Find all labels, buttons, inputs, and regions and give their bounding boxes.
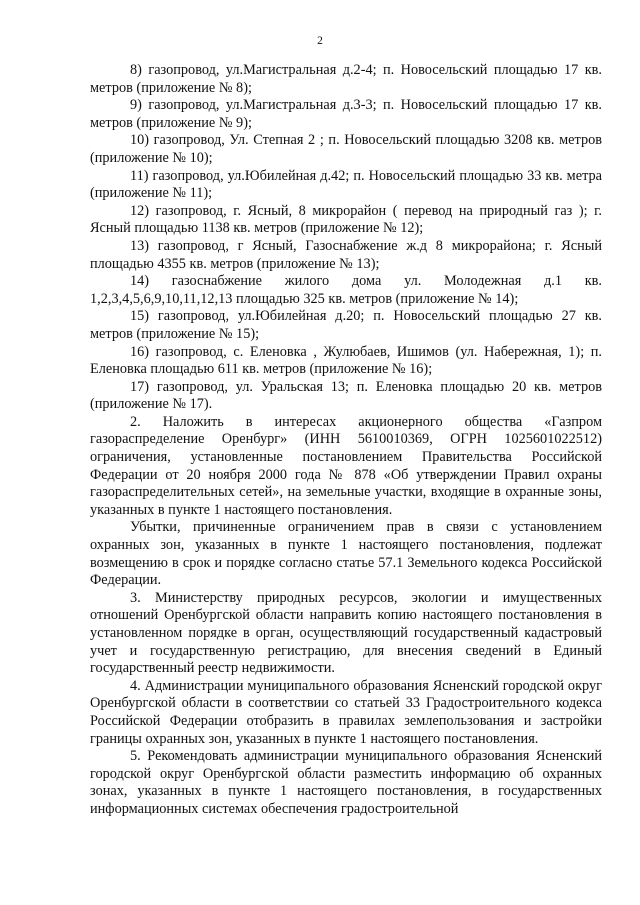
list-item-13: 13) газопровод, г Ясный, Газоснабжение ж.д 8 микрорайона; г. Ясный площадью 4355 кв. метров (приложение № 13); bbox=[90, 237, 602, 272]
clause-2: 2. Наложить в интересах акционерного общества «Газпром газораспределение Оренбург» (ИНН 5610010369, ОГРН 1025601022512) ограничения, установленные постановлением Правительства Российской Федерации от 20 ноября 2000 года № 878 «Об утверждении Правил охраны газораспределительных сетей», на земельные участки, входящие в охранные зоны, указанных в пункте 1 настоящего постановления. bbox=[90, 413, 602, 518]
page-number: 2 bbox=[317, 35, 323, 47]
list-item-9: 9) газопровод, ул.Магистральная д.3-3; п. Новосельский площадью 17 кв. метров (приложение № 9); bbox=[90, 97, 602, 131]
clause-4: 4. Администрации муниципального образования Ясненский городской округ Оренбургской области в соответствии со статьей 33 Градостроительного кодекса Российской Федерации отобразить в правилах землепользования и застройки границы охранных зон, указанных в пункте 1 настоящего постановления. bbox=[90, 677, 602, 747]
list-item-10: 10) газопровод, Ул. Степная 2 ; п. Новосельский площадью 3208 кв. метров (приложение № 10); bbox=[90, 132, 602, 166]
list-item-8: 8) газопровод, ул.Магистральная д.2-4; п. Новосельский площадью 17 кв. метров (приложение № 8); bbox=[90, 62, 602, 96]
list-item-14: 14) газоснабжение жилого дома ул. Молодежная д.1 кв. 1,2,3,4,5,6,9,10,11,12,13 площадью 325 кв. метров (приложение № 14); bbox=[90, 273, 602, 307]
list-item-11: 11) газопровод, ул.Юбилейная д.42; п. Новосельский площадью 33 кв. метра (приложение № 11); bbox=[90, 167, 602, 202]
list-item-17: 17) газопровод, ул. Уральская 13; п. Еленовка площадью 20 кв. метров (приложение № 17). bbox=[90, 378, 602, 413]
list-item-16: 16) газопровод, с. Еленовка , Жулюбаев, Ишимов (ул. Набережная, 1); п. Еленовка площадью 611 кв. метров (приложение № 16); bbox=[90, 343, 602, 378]
list-item-15: 15) газопровод, ул.Юбилейная д.20; п. Новосельский площадью 27 кв. метров (приложение № 15); bbox=[90, 308, 602, 342]
clause-5: 5. Рекомендовать администрации муниципального образования Ясненский городской округ Оренбургской области разместить информацию об охранных зонах, указанных в пункте 1 настоящего постановления, в государственных информационных системах обеспечения градостроительной bbox=[90, 748, 602, 817]
clause-3: 3. Министерству природных ресурсов, экологии и имущественных отношений Оренбургской области направить копию настоящего постановления в установленном порядке в орган, осуществляющий государственный кадастровый учет и государственную регистрацию, для внесения сведений в Единый государственный реестр недвижимости. bbox=[90, 589, 602, 677]
list-item-12: 12) газопровод, г. Ясный, 8 микрорайон ( перевод на природный газ ); г. Ясный площадью 1138 кв. метров (приложение № 12); bbox=[90, 202, 602, 237]
document-body bbox=[90, 62, 602, 819]
clause-2-losses: Убытки, причиненные ограничением прав в связи с установлением охранных зон, указанных в пункте 1 настоящего постановления, подлежат возмещению в срок и порядке согласно статье 57.1 Земельного кодекса Российской Федерации. bbox=[90, 519, 602, 589]
